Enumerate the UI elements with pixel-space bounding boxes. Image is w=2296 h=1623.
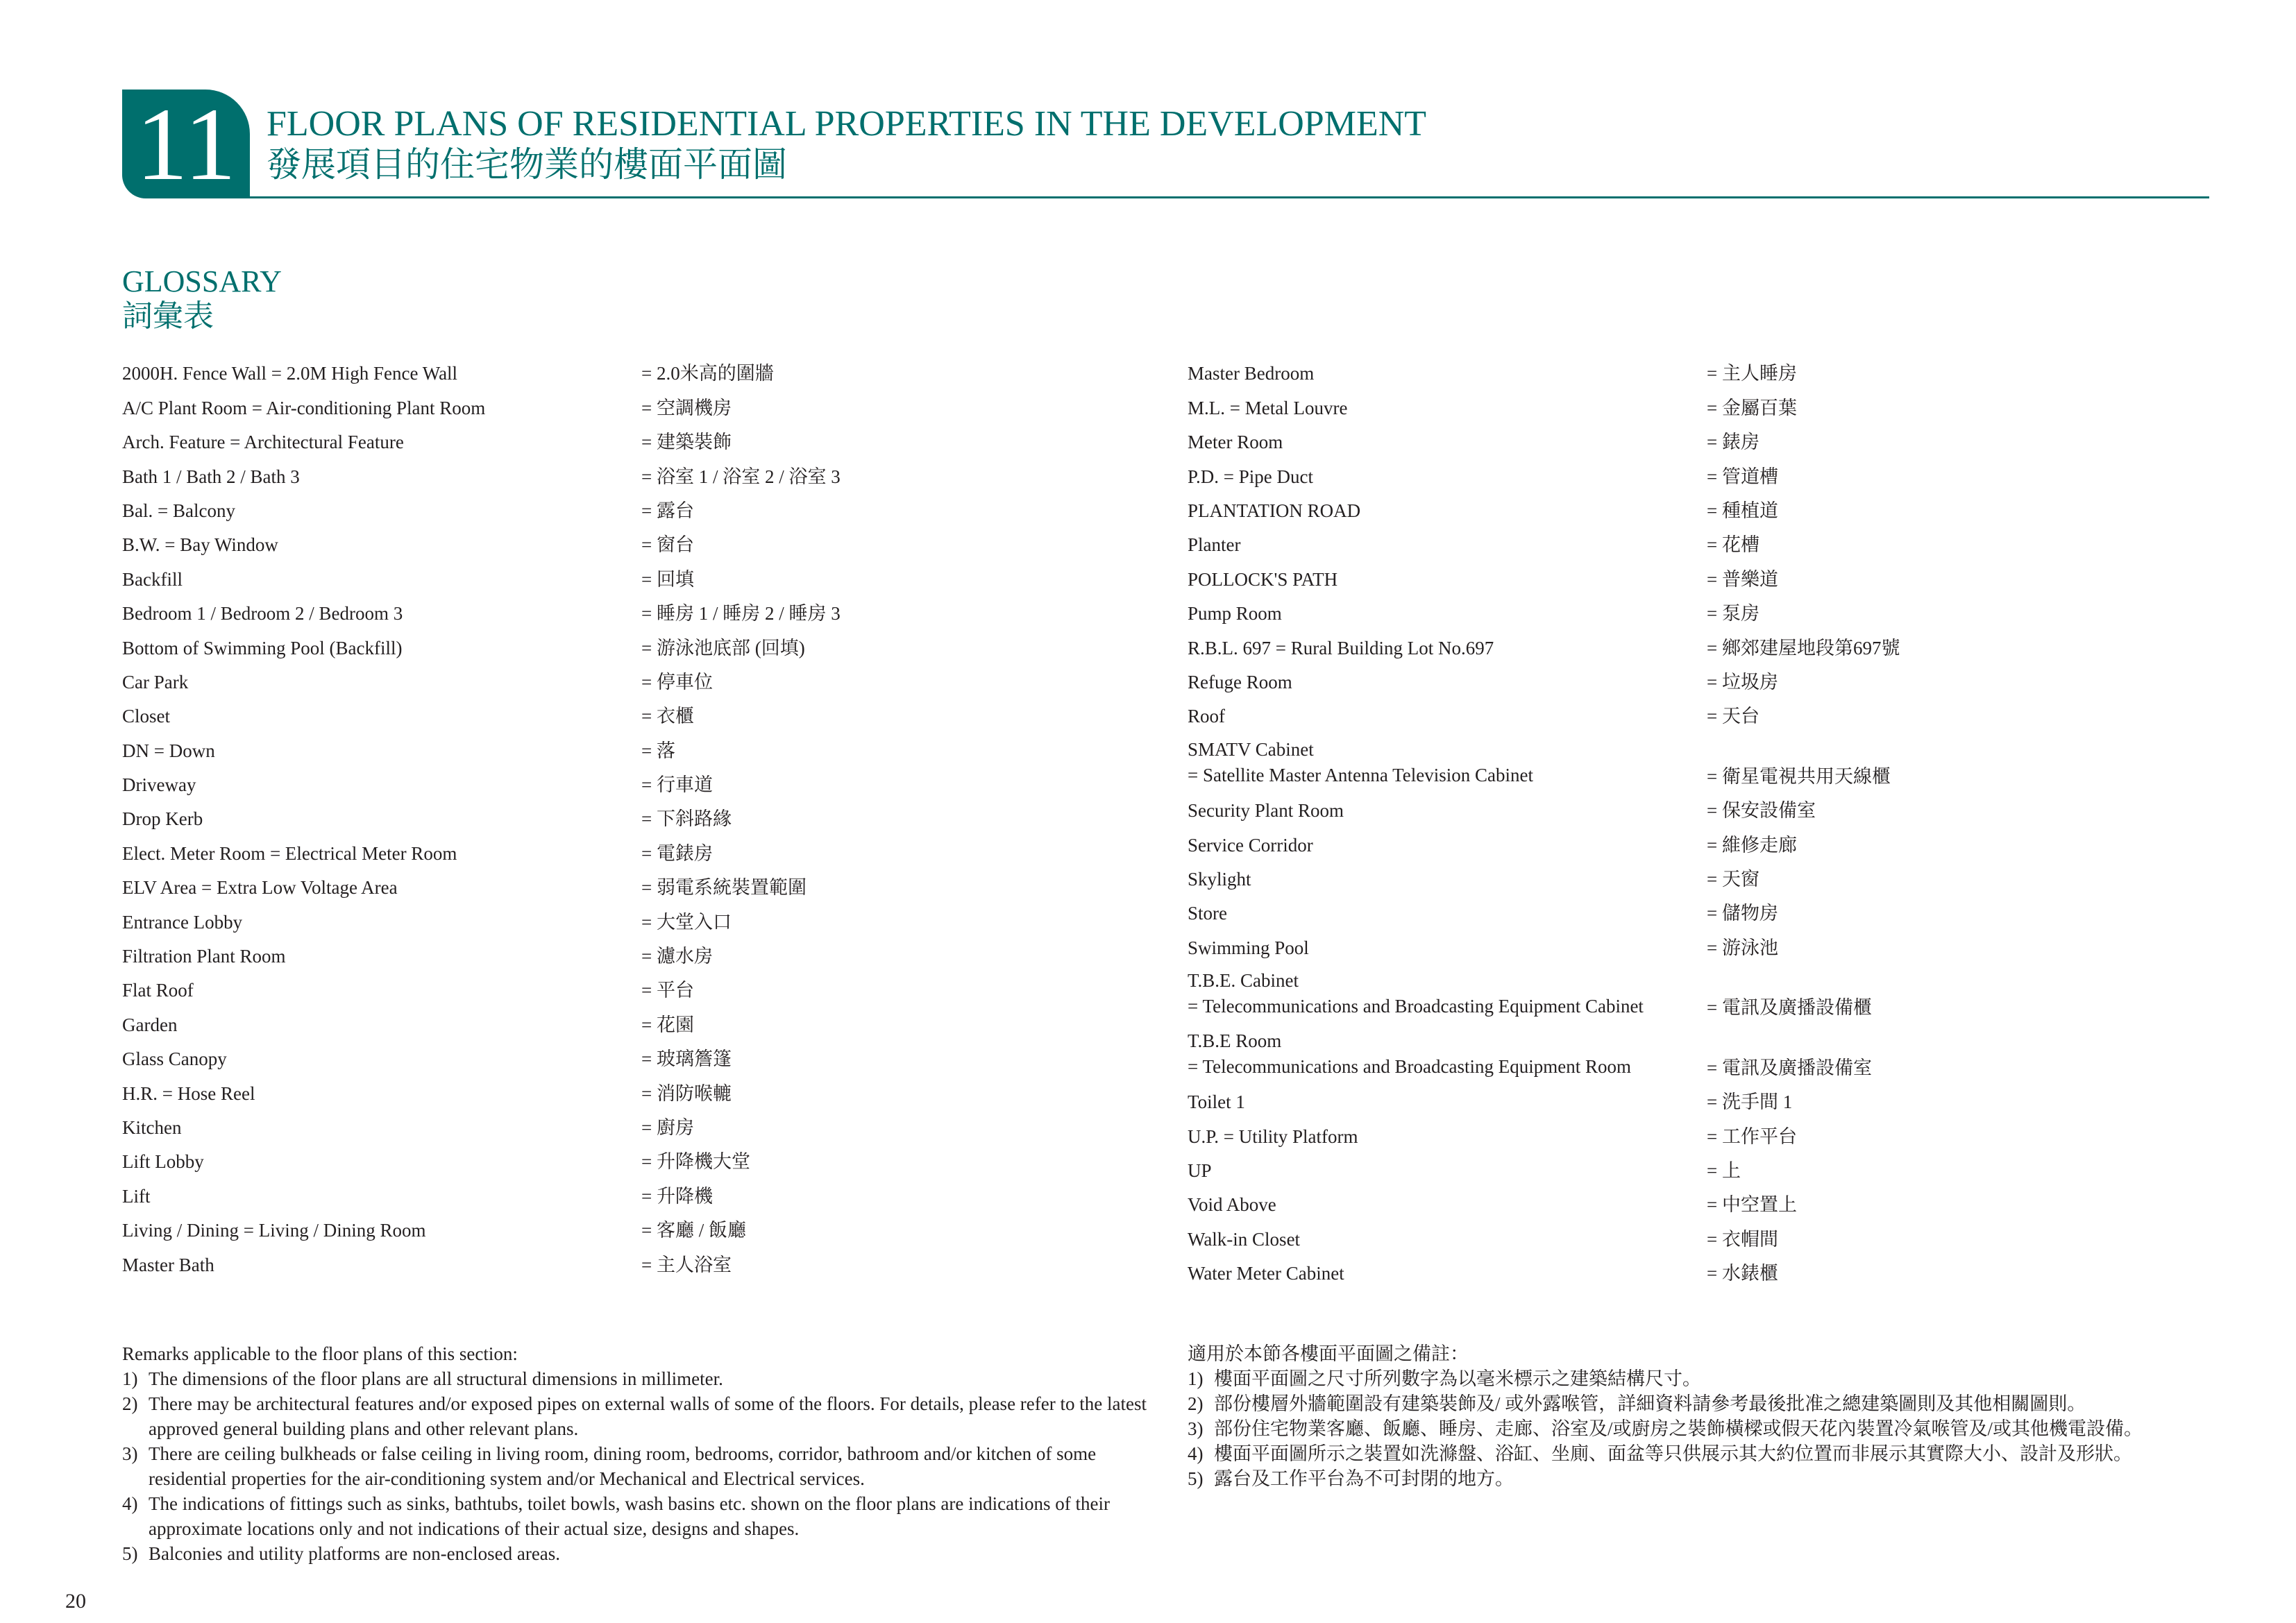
glossary-term (1188, 362, 1314, 385)
glossary-translation: = 工作平台 (1707, 1125, 1797, 1147)
glossary-term (1188, 465, 1313, 488)
glossary-translation: = 上 (1707, 1159, 1741, 1181)
glossary-translation: = 升降機大堂 (641, 1151, 750, 1173)
glossary-translation: = 保安設備室 (1707, 800, 1816, 822)
glossary-term-line: Backfill (122, 568, 183, 590)
glossary-term-line: B.W. = Bay Window (122, 534, 278, 556)
glossary-translation: = 花園 (641, 1014, 694, 1035)
glossary-term (122, 1047, 227, 1071)
glossary-entry (122, 1113, 1191, 1147)
glossary-translation: = 游泳池 (1707, 937, 1778, 958)
glossary-term-line: 2000H. Fence Wall = 2.0M High Fence Wall (122, 363, 458, 384)
glossary-translation: = 2.0米高的圍牆 (641, 363, 774, 384)
glossary-term-line: Refuge Room (1188, 671, 1292, 692)
remark-text: 露台及工作平台為不可封閉的地方。 (1214, 1468, 1514, 1489)
glossary-entry (1188, 796, 2256, 830)
glossary-term-line: Security Plant Room (1188, 800, 1344, 822)
glossary-translation: = 衣帽間 (1707, 1228, 1778, 1250)
glossary-entry (1188, 1259, 2256, 1293)
remark-text: 部份樓層外牆範圍設有建築裝飾及/ 或外露喉管，詳細資料請參考最後批准之總建築圖則及其他相關圖則。 (1214, 1393, 2086, 1414)
glossary-entry (1188, 427, 2256, 461)
glossary-entry (1188, 668, 2256, 702)
glossary-translation: = 睡房 1 / 睡房 2 / 睡房 3 (641, 603, 841, 624)
glossary-entry (1188, 702, 2256, 736)
remark-number: 5) (122, 1543, 138, 1564)
glossary-translation: = 停車位 (641, 671, 713, 692)
glossary-term-line: POLLOCK'S PATH (1188, 568, 1338, 590)
glossary-term (1188, 636, 1494, 660)
glossary-heading-chinese: 詞彙表 (122, 299, 214, 333)
glossary-term-line: Entrance Lobby (122, 911, 243, 933)
glossary-term-line: U.P. = Utility Platform (1188, 1125, 1358, 1147)
glossary-translation: = 升降機 (641, 1185, 713, 1207)
glossary-term (122, 1013, 177, 1037)
glossary-entry (122, 736, 1191, 770)
glossary-entry (1188, 1190, 2256, 1224)
glossary-term (1188, 968, 1644, 1019)
remark-number: 2) (1188, 1393, 1204, 1414)
remark-text: 部份住宅物業客廳、飯廳、睡房、走廊、浴室及/或廚房之裝飾橫樑或假天花內裝置冷氣喉管及/或其他機電設備。 (1214, 1418, 2143, 1439)
remark-item (1188, 1441, 2215, 1466)
glossary-term-line: Bath 1 / Bath 2 / Bath 3 (122, 466, 300, 487)
glossary-right-column (1188, 359, 2256, 1293)
remark-number: 1) (1188, 1368, 1204, 1389)
glossary-translation: = 天窗 (1707, 868, 1759, 890)
remark-text: Balconies and utility platforms are non-enclosed areas. (149, 1543, 561, 1564)
glossary-entry (122, 1250, 1191, 1284)
glossary-term (122, 876, 398, 899)
glossary-term-line: Glass Canopy (122, 1048, 227, 1070)
glossary-term (122, 430, 404, 454)
glossary-translation: = 主人浴室 (641, 1254, 732, 1275)
remark-item (122, 1491, 1149, 1541)
glossary-term (1188, 901, 1227, 925)
glossary-entry (1188, 1156, 2256, 1190)
page-number: 20 (65, 1590, 86, 1613)
glossary-term-line: Master Bath (122, 1254, 214, 1275)
glossary-term (122, 465, 300, 488)
glossary-term (122, 944, 286, 968)
glossary-term-line: Swimming Pool (1188, 937, 1309, 958)
glossary-term (122, 636, 403, 660)
glossary-translation: = 下斜路緣 (641, 808, 732, 830)
remark-item (1188, 1466, 2215, 1491)
glossary-term (1188, 1125, 1358, 1148)
glossary-entry (1188, 530, 2256, 564)
glossary-term-line: Lift (122, 1185, 151, 1207)
glossary-translation: = 露台 (641, 500, 694, 521)
glossary-entry (1188, 1087, 2256, 1121)
glossary-entry (1188, 1121, 2256, 1155)
remark-text: There are ceiling bulkheads or false ceiling in living room, dining room, bedrooms, corridor, bathroom and/or kitchen of some residential properties for the air-conditioning system and/or Mechanical and Electrical services. (149, 1443, 1097, 1489)
glossary-term (1188, 499, 1360, 522)
glossary-translation: = 電訊及廣播設備櫃 (1707, 997, 1872, 1019)
glossary-translation: = 平台 (641, 980, 694, 1001)
glossary-term-line: H.R. = Hose Reel (122, 1082, 255, 1104)
header-divider (250, 196, 2209, 198)
glossary-term (1188, 1028, 1631, 1080)
section-number-tab (122, 87, 250, 202)
glossary-term-line: Toilet 1 (1188, 1091, 1245, 1113)
glossary-term-line: Service Corridor (1188, 834, 1313, 856)
glossary-entry (122, 1147, 1191, 1181)
glossary-term-line: A/C Plant Room = Air-conditioning Plant Room (122, 397, 486, 418)
glossary-entry (122, 1216, 1191, 1250)
glossary-term-line: Lift Lobby (122, 1151, 204, 1173)
glossary-entry (122, 976, 1191, 1010)
glossary-translation: = 天台 (1707, 706, 1759, 727)
glossary-term (1188, 833, 1313, 857)
glossary-term-line: Filtration Plant Room (122, 946, 286, 967)
glossary-term (1188, 867, 1251, 891)
glossary-term-line: Bedroom 1 / Bedroom 2 / Bedroom 3 (122, 603, 403, 624)
glossary-term-line: T.B.E Room (1188, 1030, 1282, 1051)
section-number: 11 (135, 87, 237, 202)
glossary-term (1188, 799, 1344, 822)
glossary-term-line: Void Above (1188, 1194, 1276, 1216)
glossary-entry (1188, 830, 2256, 864)
glossary-term-line: PLANTATION ROAD (1188, 500, 1361, 521)
glossary-term (1188, 430, 1283, 454)
glossary-term (1188, 1090, 1245, 1114)
glossary-term-line: Master Bedroom (1188, 363, 1315, 384)
glossary-entry (1188, 496, 2256, 530)
glossary-entry (1188, 865, 2256, 899)
remark-number: 5) (1188, 1468, 1204, 1489)
remark-text: 樓面平面圖所示之裝置如洗滌盤、浴缸、坐廁、面盆等只供展示其大約位置而非展示其實際大小、設計及形狀。 (1214, 1443, 2132, 1464)
glossary-term (122, 1082, 255, 1105)
glossary-term (1188, 737, 1533, 788)
glossary-term (122, 533, 278, 556)
glossary-translation: = 窗台 (641, 534, 694, 556)
glossary-translation: = 泵房 (1707, 603, 1759, 624)
glossary-translation: = 玻璃簷篷 (641, 1048, 732, 1070)
glossary-term (122, 773, 196, 797)
glossary-term-line: Driveway (122, 774, 196, 796)
glossary-entry (122, 1078, 1191, 1112)
glossary-term-line: Living / Dining = Living / Dining Room (122, 1220, 426, 1241)
glossary-translation: = 消防喉轆 (641, 1082, 732, 1104)
glossary-term (1188, 1159, 1212, 1182)
glossary-translation: = 建築裝飾 (641, 432, 732, 453)
glossary-term-line: R.B.L. 697 = Rural Building Lot No.697 (1188, 637, 1494, 658)
glossary-term-line: Walk-in Closet (1188, 1228, 1301, 1250)
glossary-entry (1188, 967, 2256, 1028)
glossary-translation: = 普樂道 (1707, 568, 1778, 590)
glossary-term (1188, 670, 1292, 694)
glossary-term (122, 978, 194, 1002)
remarks-english (122, 1341, 1149, 1566)
remark-number: 4) (1188, 1443, 1204, 1464)
glossary-term (122, 1218, 425, 1242)
remarks-heading-english: Remarks applicable to the floor plans of this section: (122, 1343, 518, 1364)
glossary-entry (122, 942, 1191, 976)
glossary-entry (122, 633, 1191, 667)
glossary-translation: = 電錶房 (641, 842, 713, 864)
glossary-term-line: Car Park (122, 671, 189, 692)
glossary-entry (1188, 736, 2256, 796)
section-title-chinese: 發展項目的住宅物業的樓面平面圖 (267, 145, 787, 184)
glossary-translation: = 主人睡房 (1707, 363, 1797, 384)
glossary-entry (1188, 393, 2256, 427)
glossary-entry (122, 599, 1191, 633)
glossary-entry (122, 804, 1191, 838)
glossary-term (122, 842, 457, 865)
glossary-term-line: Water Meter Cabinet (1188, 1263, 1344, 1284)
glossary-term-line: Pump Room (1188, 603, 1282, 624)
glossary-term-line: = Telecommunications and Broadcasting Equipment Cabinet (1188, 996, 1644, 1017)
glossary-entry (1188, 359, 2256, 393)
glossary-translation: = 錶房 (1707, 432, 1759, 453)
glossary-heading-english: GLOSSARY (122, 264, 282, 298)
remark-number: 4) (122, 1493, 138, 1514)
glossary-term-line: T.B.E. Cabinet (1188, 970, 1299, 992)
glossary-translation: = 濾水房 (641, 946, 713, 967)
remark-number: 3) (122, 1443, 138, 1464)
glossary-term (122, 704, 170, 728)
glossary-translation: = 水錶櫃 (1707, 1263, 1778, 1284)
glossary-term-line: Bottom of Swimming Pool (Backfill) (122, 637, 403, 658)
glossary-term-line: Meter Room (1188, 432, 1283, 453)
glossary-term (1188, 602, 1282, 625)
glossary-entry (1188, 899, 2256, 933)
glossary-entry (122, 702, 1191, 736)
glossary-entry (1188, 1027, 2256, 1087)
glossary-term-line: Closet (122, 706, 171, 727)
glossary-term-line: Kitchen (122, 1116, 182, 1138)
glossary-entry (122, 770, 1191, 804)
glossary-translation: = 種植道 (1707, 500, 1778, 521)
glossary-translation: = 落 (641, 740, 675, 761)
glossary-translation: = 管道槽 (1707, 466, 1778, 487)
glossary-entry (122, 530, 1191, 564)
remark-number: 3) (1188, 1418, 1204, 1439)
glossary-translation: = 行車道 (641, 774, 713, 796)
remark-text: 樓面平面圖之尺寸所列數字為以毫米標示之建築結構尺寸。 (1214, 1368, 1701, 1389)
glossary-term-line: Flat Roof (122, 980, 194, 1001)
glossary-entry (1188, 1224, 2256, 1258)
glossary-term-line: Elect. Meter Room = Electrical Meter Room (122, 842, 457, 864)
glossary-term (1188, 1193, 1276, 1216)
glossary-term (122, 1150, 204, 1173)
glossary-term-line: Skylight (1188, 868, 1251, 890)
glossary-term (122, 396, 485, 420)
glossary-entry (1188, 564, 2256, 598)
glossary-translation: = 大堂入口 (641, 911, 732, 933)
glossary-term (1188, 396, 1347, 420)
remarks-list-english (122, 1366, 1149, 1566)
glossary-entry (122, 461, 1191, 495)
glossary-term-line: UP (1188, 1159, 1212, 1181)
glossary-term (122, 1253, 214, 1277)
glossary-translation: = 回填 (641, 568, 694, 590)
glossary-term (122, 362, 457, 385)
glossary-term (122, 602, 403, 625)
glossary-entry (1188, 933, 2256, 967)
glossary-term-line: Bal. = Balcony (122, 500, 235, 521)
glossary-translation: = 衣櫃 (641, 706, 694, 727)
glossary-term (1188, 1261, 1344, 1285)
glossary-translation: = 客廳 / 飯廳 (641, 1220, 746, 1241)
glossary-term-line: Store (1188, 903, 1227, 924)
glossary-term-line: Roof (1188, 706, 1225, 727)
remark-item (122, 1391, 1149, 1441)
glossary-entry (122, 496, 1191, 530)
remark-item (1188, 1391, 2215, 1416)
glossary-term-line: Arch. Feature = Architectural Feature (122, 432, 404, 453)
glossary-term-line: Garden (122, 1014, 178, 1035)
glossary-entry (1188, 633, 2256, 667)
glossary-term (122, 739, 215, 763)
glossary-translation: = 浴室 1 / 浴室 2 / 浴室 3 (641, 466, 841, 487)
glossary-entry (1188, 599, 2256, 633)
glossary-entry (122, 1010, 1191, 1044)
remark-number: 1) (122, 1368, 138, 1389)
remark-text: The dimensions of the floor plans are all structural dimensions in millimeter. (149, 1368, 723, 1389)
glossary-term-line: Planter (1188, 534, 1241, 556)
glossary-term (1188, 704, 1225, 728)
glossary-term (1188, 533, 1240, 556)
glossary-translation: = 電訊及廣播設備室 (1707, 1057, 1872, 1078)
remark-item (122, 1541, 1149, 1566)
glossary-term-line: = Satellite Master Antenna Television Cabinet (1188, 764, 1533, 785)
glossary-translation: = 垃圾房 (1707, 671, 1778, 692)
glossary-term-line: DN = Down (122, 740, 215, 761)
remark-item (1188, 1366, 2215, 1391)
glossary-entry (122, 393, 1191, 427)
glossary-translation: = 游泳池底部 (回填) (641, 637, 805, 658)
glossary-term (1188, 936, 1309, 960)
glossary-translation: = 維修走廊 (1707, 834, 1797, 856)
glossary-term-line: P.D. = Pipe Duct (1188, 466, 1313, 487)
glossary-term (122, 568, 183, 591)
glossary-term-line: Drop Kerb (122, 808, 203, 830)
glossary-entry (122, 564, 1191, 598)
glossary-translation: = 衛星電視共用天線櫃 (1707, 765, 1891, 787)
glossary-translation: = 空調機房 (641, 397, 732, 418)
glossary-entry (122, 1181, 1191, 1215)
glossary-term (122, 1184, 151, 1208)
glossary-translation: = 廚房 (641, 1116, 694, 1138)
glossary-entry (122, 907, 1191, 941)
glossary-translation: = 中空置上 (1707, 1194, 1797, 1216)
glossary-term (122, 499, 235, 522)
glossary-entry (122, 427, 1191, 461)
glossary-translation: = 金屬百葉 (1707, 397, 1797, 418)
glossary-entry (1188, 461, 2256, 495)
remark-text: The indications of fittings such as sinks, bathtubs, toilet bowls, wash basins etc. shown on the floor plans are indications of their approximate locations only and not indications of their actual size, designs and shapes. (149, 1493, 1111, 1539)
glossary-entry (122, 873, 1191, 907)
glossary-term-line: M.L. = Metal Louvre (1188, 397, 1348, 418)
remark-item (122, 1366, 1149, 1391)
glossary-term (122, 910, 242, 934)
glossary-term-line: ELV Area = Extra Low Voltage Area (122, 877, 398, 899)
glossary-translation: = 洗手間 1 (1707, 1091, 1793, 1113)
remark-number: 2) (122, 1393, 138, 1414)
remarks-heading-chinese: 適用於本節各樓面平面圖之備註： (1188, 1343, 1469, 1364)
glossary-term (122, 807, 203, 831)
glossary-translation: = 花槽 (1707, 534, 1759, 556)
glossary-term-line: = Telecommunications and Broadcasting Equipment Room (1188, 1055, 1631, 1077)
section-title-english: FLOOR PLANS OF RESIDENTIAL PROPERTIES IN THE DEVELOPMENT (267, 104, 1427, 144)
glossary-term (122, 670, 188, 694)
glossary-term (1188, 1227, 1300, 1251)
remark-item (1188, 1416, 2215, 1441)
glossary-translation: = 鄉郊建屋地段第697號 (1707, 637, 1900, 658)
glossary-entry (122, 838, 1191, 872)
remarks-list-chinese (1188, 1366, 2215, 1491)
glossary-entry (122, 359, 1191, 393)
glossary-term (1188, 568, 1337, 591)
glossary-left-column (122, 359, 1191, 1284)
glossary-term (122, 1116, 181, 1139)
remarks-chinese (1188, 1341, 2215, 1491)
glossary-term-line: SMATV Cabinet (1188, 738, 1314, 760)
glossary-entry (122, 668, 1191, 702)
glossary-entry (122, 1044, 1191, 1078)
remark-text: There may be architectural features and/or exposed pipes on external walls of some of the floors. For details, please refer to the latest approved general building plans and other relevant plans. (149, 1393, 1147, 1439)
glossary-translation: = 儲物房 (1707, 903, 1778, 924)
remark-item (122, 1441, 1149, 1491)
glossary-translation: = 弱電系統裝置範圍 (641, 877, 807, 899)
